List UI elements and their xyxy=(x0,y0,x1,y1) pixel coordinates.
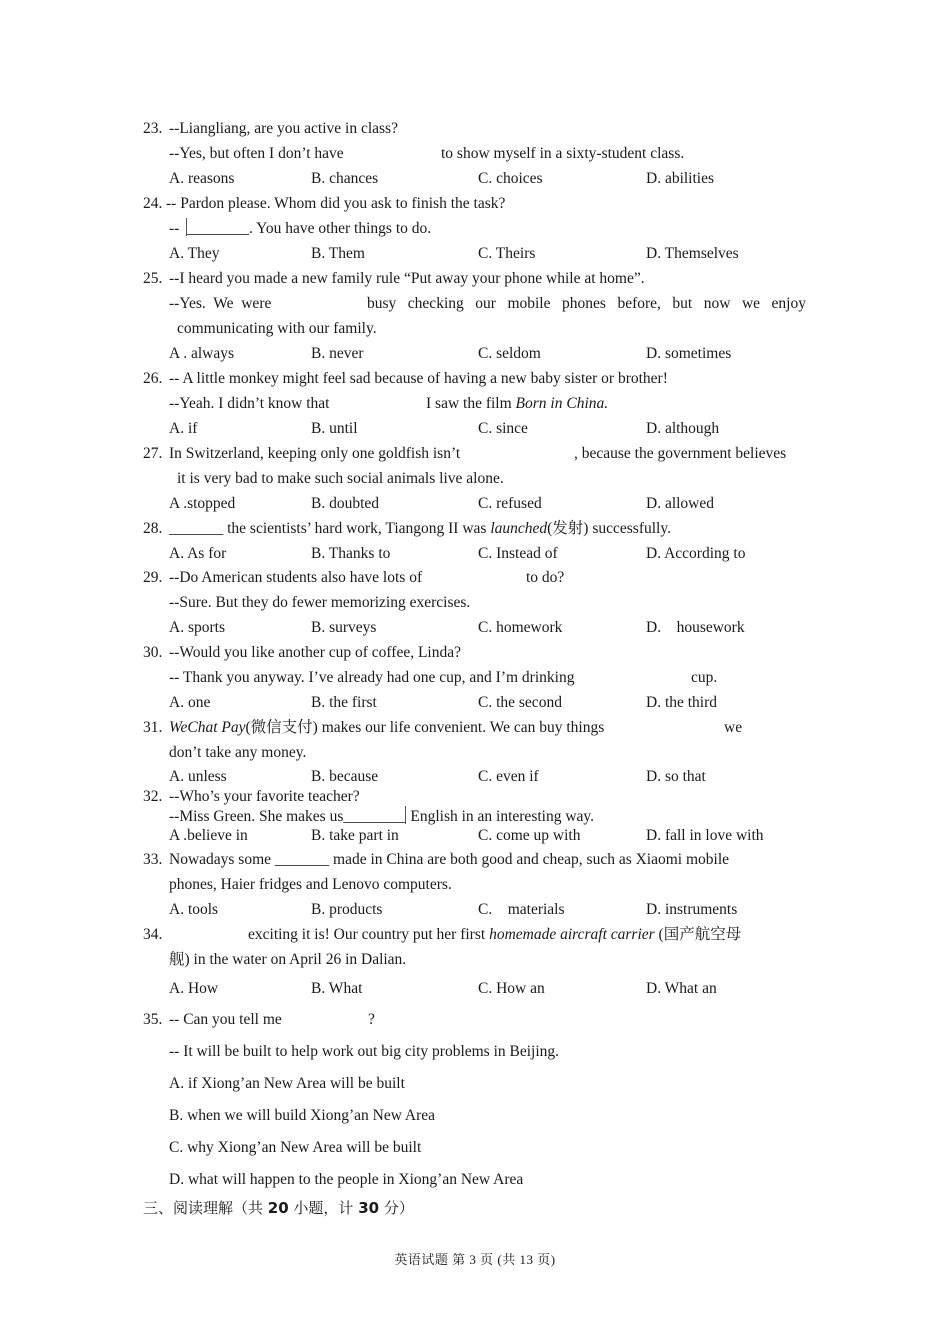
question-34-stem: 34. exciting it is! Our country put her first homemade aircraft carrier (国产航空母 xyxy=(0,923,950,947)
option-d: D. According to xyxy=(646,545,746,562)
question-number: 27. xyxy=(143,445,163,462)
option-a: A. tools xyxy=(169,901,219,918)
option-c: C. materials xyxy=(478,901,565,918)
question-27-stem: 27. In Switzerland, keeping only one goldfish isn’t , because the government believes xyxy=(0,442,950,466)
question-text: -- Pardon please. Whom did you ask to finish the task? xyxy=(166,195,506,212)
film-title: Born in China. xyxy=(515,395,609,412)
option-c: C. refused xyxy=(478,495,542,512)
option-d: D. fall in love with xyxy=(646,827,764,844)
option-a: A. reasons xyxy=(169,170,235,187)
question-25-options xyxy=(0,342,950,366)
option-b: B. until xyxy=(311,420,358,437)
question-number: 34. xyxy=(143,926,163,943)
option-b: B. surveys xyxy=(311,619,377,636)
option-b: B. What xyxy=(311,980,363,997)
question-number: 31. xyxy=(143,719,163,736)
question-27-options xyxy=(0,492,950,516)
text-cursor xyxy=(405,806,406,824)
option-c: C. Theirs xyxy=(478,245,536,262)
question-23-stem xyxy=(0,117,950,141)
question-33-options xyxy=(0,898,950,922)
question-35-stem: 35. -- Can you tell me ? xyxy=(0,1008,950,1032)
question-25-reply: --Yes. We were busy checking our mobile phones before, but now we enjoy xyxy=(169,295,806,312)
question-number: 26. xyxy=(143,370,163,387)
question-number: 28. xyxy=(143,520,163,537)
option-a: A. As for xyxy=(169,545,227,562)
question-25-reply-cont: communicating with our family. xyxy=(177,320,377,337)
question-32-stem: 32. --Who’s your favorite teacher? xyxy=(143,788,360,805)
option-a: A .stopped xyxy=(169,495,236,512)
option-d: D. so that xyxy=(646,768,706,785)
option-d: D. What an xyxy=(646,980,717,997)
question-33-stem-cont: phones, Haier fridges and Lenovo computers. xyxy=(169,876,452,893)
question-25-stem xyxy=(0,267,950,291)
question-33-stem: 33. Nowadays some _______ made in China are both good and cheap, such as Xiaomi mobile xyxy=(0,848,950,872)
question-30-reply: -- Thank you anyway. I’ve already had one cup, and I’m drinking cup. xyxy=(169,669,718,686)
question-35-option-c: C. why Xiong’an New Area will be built xyxy=(169,1139,422,1156)
question-31-stem-cont: don’t take any money. xyxy=(169,744,307,761)
option-b: B. never xyxy=(311,345,364,362)
question-number: 30. xyxy=(143,644,163,661)
option-d: D. the third xyxy=(646,694,718,711)
option-c: C. How an xyxy=(478,980,545,997)
question-24-reply: -- ________. You have other things to do. xyxy=(169,220,432,237)
option-b: B. take part in xyxy=(311,827,399,844)
question-number: 35. xyxy=(143,1011,163,1028)
question-number: 24. xyxy=(143,195,163,212)
question-35-option-d: D. what will happen to the people in Xiong’an New Area xyxy=(169,1171,524,1188)
option-a: A .believe in xyxy=(169,827,248,844)
question-number: 33. xyxy=(143,851,163,868)
option-c: C. homework xyxy=(478,619,563,636)
question-number: 25. xyxy=(143,270,163,287)
question-26-reply: --Yeah. I didn’t know that I saw the film Born in China. xyxy=(169,395,609,412)
question-28-stem: 28. _______ the scientists’ hard work, Tiangong II was launched(发射) successfully. xyxy=(0,517,950,541)
option-d: D. abilities xyxy=(646,170,715,187)
question-text: --I heard you made a new family rule “Put away your phone while at home”. xyxy=(169,270,645,287)
question-number: 23. xyxy=(143,120,163,137)
option-b: B. Them xyxy=(311,245,365,262)
question-24-options xyxy=(0,242,950,266)
option-c: C. choices xyxy=(478,170,543,187)
page-footer: 英语试题 第 3 页 (共 13 页) xyxy=(394,1252,556,1267)
option-d: D. housework xyxy=(646,619,745,636)
question-24-stem xyxy=(0,192,950,216)
section-heading: 三、阅读理解（共 20 小题，计 30 分） xyxy=(143,1199,414,1217)
option-c: C. since xyxy=(478,420,528,437)
option-c: C. the second xyxy=(478,694,562,711)
question-34-stem-cont: 舰) in the water on April 26 in Dalian. xyxy=(169,951,407,968)
question-28-options xyxy=(0,542,950,566)
question-35-reply: -- It will be built to help work out big city problems in Beijing. xyxy=(169,1043,560,1060)
question-23-reply: --Yes, but often I don’t have to show myself in a sixty-student class. xyxy=(169,145,685,162)
option-c: C. even if xyxy=(478,768,539,785)
question-30-stem: 30. --Would you like another cup of coffee, Linda? xyxy=(0,641,950,665)
question-35-option-b: B. when we will build Xiong’an New Area xyxy=(169,1107,436,1124)
option-b: B. chances xyxy=(311,170,379,187)
option-c: C. come up with xyxy=(478,827,581,844)
option-a: A . always xyxy=(169,345,235,362)
question-27-stem-cont: it is very bad to make such social animals live alone. xyxy=(177,470,504,487)
option-a: A. one xyxy=(169,694,211,711)
question-34-options xyxy=(0,977,950,1001)
question-32-reply: --Miss Green. She makes us________ English in an interesting way. xyxy=(169,808,595,825)
question-26-options xyxy=(0,417,950,441)
option-a: A. sports xyxy=(169,619,225,636)
option-d: D. although xyxy=(646,420,720,437)
option-d: D. instruments xyxy=(646,901,738,918)
option-b: B. because xyxy=(311,768,379,785)
option-d: D. sometimes xyxy=(646,345,732,362)
question-text: --Liangliang, are you active in class? xyxy=(169,120,398,137)
question-30-options xyxy=(0,691,950,715)
option-b: B. products xyxy=(311,901,383,918)
question-32-options xyxy=(0,826,950,846)
question-26-stem xyxy=(0,367,950,391)
option-a: A. unless xyxy=(169,768,227,785)
option-c: C. Instead of xyxy=(478,545,558,562)
question-number: 29. xyxy=(143,569,163,586)
option-a: A. They xyxy=(169,245,220,262)
option-c: C. seldom xyxy=(478,345,541,362)
option-d: D. allowed xyxy=(646,495,715,512)
question-29-options xyxy=(0,616,950,640)
question-31-options xyxy=(0,765,950,789)
option-d: D. Themselves xyxy=(646,245,739,262)
option-b: B. the first xyxy=(311,694,377,711)
question-29-stem: 29. --Do American students also have lots of to do? xyxy=(0,566,950,590)
question-text: -- A little monkey might feel sad because of having a new baby sister or brother! xyxy=(169,370,668,387)
question-29-reply: --Sure. But they do fewer memorizing exercises. xyxy=(169,594,471,611)
option-a: A. if xyxy=(169,420,198,437)
question-35-option-a: A. if Xiong’an New Area will be built xyxy=(169,1075,405,1092)
option-b: B. doubted xyxy=(311,495,380,512)
question-number: 32. xyxy=(143,788,163,805)
question-23-options xyxy=(0,167,950,191)
question-31-stem: 31. WeChat Pay(微信支付) makes our life convenient. We can buy things we xyxy=(0,716,950,740)
option-a: A. How xyxy=(169,980,219,997)
option-b: B. Thanks to xyxy=(311,545,391,562)
